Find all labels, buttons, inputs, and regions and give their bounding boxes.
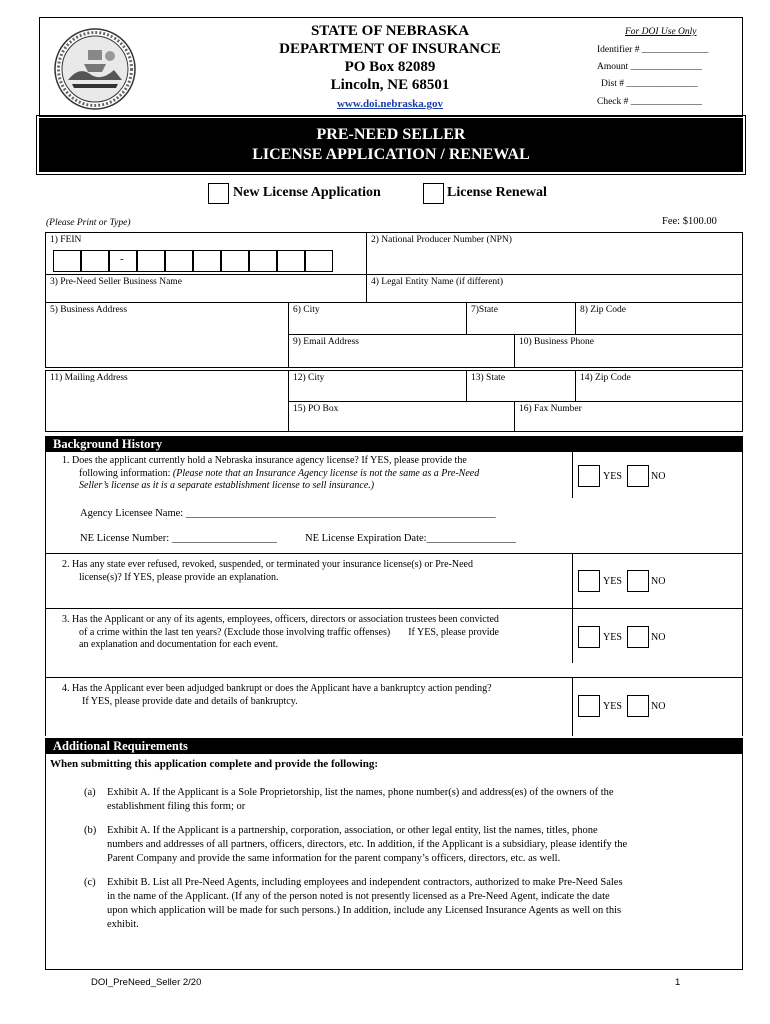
state-title: STATE OF NEBRASKA bbox=[310, 23, 470, 39]
renewal-checkbox[interactable] bbox=[423, 183, 444, 204]
mailing-address-field[interactable] bbox=[45, 370, 289, 432]
business-name-field[interactable] bbox=[45, 274, 367, 303]
question-1 bbox=[62, 455, 479, 493]
divider bbox=[572, 677, 573, 736]
req-c-line: Exhibit B. List all Pre-Need Agents, including employees and independent contractors, authorized to make Pre-Need Sales bbox=[107, 877, 623, 888]
q4-no-checkbox[interactable] bbox=[627, 695, 649, 717]
no-label: NO bbox=[651, 701, 666, 712]
banner-line2: LICENSE APPLICATION / RENEWAL bbox=[252, 146, 530, 163]
fein-dash: - bbox=[120, 253, 124, 265]
q2-line2: license(s)? If YES, please provide an explanation. bbox=[79, 571, 279, 583]
new-license-label: New License Application bbox=[233, 185, 381, 200]
page-number: 1 bbox=[675, 977, 681, 988]
city-label: 6) City bbox=[293, 305, 320, 315]
fein-label: 1) FEIN bbox=[50, 235, 82, 245]
additional-requirements-title: Additional Requirements bbox=[45, 738, 743, 754]
req-b-line: Exhibit A. If the Applicant is a partnership, corporation, association, or other legal entity, list the names, titles, phone bbox=[107, 825, 598, 836]
fein-digit-box[interactable] bbox=[221, 250, 249, 272]
city2-field[interactable] bbox=[288, 370, 467, 402]
email-field[interactable] bbox=[288, 334, 515, 368]
q2-yes-checkbox[interactable] bbox=[578, 570, 600, 592]
requirement-a-label: (a) bbox=[84, 787, 96, 798]
req-c-line: upon which application will be made for such persons.) In addition, include any Licensed Insurance Agents as well on this bbox=[107, 905, 622, 916]
zip2-field[interactable] bbox=[575, 370, 743, 402]
q4-line1: 4. Has the Applicant ever been adjudged bankrupt or does the Applicant have a bankruptcy action pending? bbox=[62, 683, 492, 694]
npn-label: 2) National Producer Number (NPN) bbox=[371, 235, 512, 245]
doi-use-title: For DOI Use Only bbox=[625, 27, 697, 37]
yes-label: YES bbox=[603, 701, 622, 712]
requirement-a bbox=[107, 786, 614, 814]
requirement-c bbox=[107, 876, 623, 932]
q1-no-checkbox[interactable] bbox=[627, 465, 649, 487]
po-box-label: 15) PO Box bbox=[293, 404, 339, 414]
divider bbox=[572, 608, 573, 663]
fax-field[interactable] bbox=[514, 401, 743, 432]
req-a-line: establishment filing this form; or bbox=[107, 801, 246, 812]
po-box: PO Box 82089 bbox=[344, 59, 436, 75]
department-title: DEPARTMENT OF INSURANCE bbox=[279, 41, 501, 57]
fein-digit-box[interactable] bbox=[305, 250, 333, 272]
website-link[interactable]: www.doi.nebraska.gov bbox=[336, 98, 444, 110]
q3-line1: 3. Has the Applicant or any of its agents, employees, officers, directors or association trustees been convicted bbox=[62, 614, 499, 625]
q3-yes-checkbox[interactable] bbox=[578, 626, 600, 648]
zip2-label: 14) Zip Code bbox=[580, 373, 631, 383]
agency-licensee-name[interactable]: Agency Licensee Name: ___________________________________________________________ bbox=[80, 508, 496, 519]
dist-field: Dist # _______________ bbox=[601, 79, 698, 89]
divider bbox=[45, 677, 743, 678]
q1-yes-checkbox[interactable] bbox=[578, 465, 600, 487]
q3-line2b: If YES, please provide bbox=[408, 626, 499, 638]
city2-label: 12) City bbox=[293, 373, 325, 383]
q3-no-checkbox[interactable] bbox=[627, 626, 649, 648]
fax-label: 16) Fax Number bbox=[519, 404, 582, 414]
requirement-c-label: (c) bbox=[84, 877, 96, 888]
check-field: Check # _______________ bbox=[597, 97, 703, 107]
background-history-title: Background History bbox=[45, 436, 743, 452]
req-b-line: Parent Company and provide the same information for the parent company’s officers, directors, etc. as well. bbox=[107, 853, 561, 864]
legal-entity-label: 4) Legal Entity Name (if different) bbox=[371, 277, 503, 287]
q2-line1: 2. Has any state ever refused, revoked, suspended, or terminated your insurance license(s) or Pre-Need bbox=[62, 559, 473, 570]
amount-field: Amount _______________ bbox=[597, 62, 702, 72]
requirement-b-label: (b) bbox=[84, 825, 97, 836]
fein-digit-box[interactable] bbox=[109, 250, 137, 272]
mailing-address-label: 11) Mailing Address bbox=[50, 373, 128, 383]
q2-no-checkbox[interactable] bbox=[627, 570, 649, 592]
q3-line2a: of a crime within the last ten years? (Exclude those involving traffic offenses) bbox=[79, 626, 391, 638]
req-c-line: in the name of the Applicant. (If any of the person noted is not presently licensed as a Pre-Need Agent, indicate the date bbox=[107, 891, 610, 902]
q3-yes-no bbox=[578, 626, 666, 658]
fein-digit-box[interactable] bbox=[249, 250, 277, 272]
question-2 bbox=[62, 559, 473, 584]
zip-label: 8) Zip Code bbox=[580, 305, 626, 315]
banner-line1: PRE-NEED SELLER bbox=[316, 126, 466, 143]
print-note: (Please Print or Type) bbox=[46, 218, 131, 228]
business-phone-label: 10) Business Phone bbox=[519, 337, 594, 347]
q4-line2: If YES, please provide date and details of bankruptcy. bbox=[82, 695, 298, 707]
requirement-b bbox=[107, 824, 627, 866]
fein-digit-box[interactable] bbox=[81, 250, 109, 272]
business-address-field[interactable] bbox=[45, 302, 289, 368]
q4-yes-checkbox[interactable] bbox=[578, 695, 600, 717]
yes-label: YES bbox=[603, 471, 622, 482]
q4-yes-no bbox=[578, 695, 666, 727]
state2-label: 13) State bbox=[471, 373, 506, 383]
yes-label: YES bbox=[603, 576, 622, 587]
divider bbox=[572, 452, 573, 498]
title-banner bbox=[39, 118, 743, 172]
fee-label: Fee: $100.00 bbox=[662, 216, 717, 227]
divider bbox=[572, 553, 573, 608]
q1-line1: 1. Does the applicant currently hold a Nebraska insurance agency license? If YES, please provide the bbox=[62, 455, 467, 466]
divider bbox=[45, 553, 743, 554]
fein-digit-box[interactable] bbox=[53, 250, 81, 272]
req-c-line: exhibit. bbox=[107, 919, 139, 930]
state2-field[interactable] bbox=[466, 370, 576, 402]
ne-license-expiration[interactable]: NE License Expiration Date:_________________ bbox=[305, 533, 516, 544]
business-name-label: 3) Pre-Need Seller Business Name bbox=[50, 277, 182, 287]
yes-label: YES bbox=[603, 632, 622, 643]
no-label: NO bbox=[651, 471, 666, 482]
q1-note-cont: Seller’s license as it is a separate establishment license to sell insurance.) bbox=[79, 480, 375, 491]
form-id: DOI_PreNeed_Seller 2/20 bbox=[91, 977, 202, 988]
additional-intro: When submitting this application complete and provide the following: bbox=[50, 758, 378, 770]
legal-entity-field[interactable] bbox=[366, 274, 743, 303]
ne-license-number[interactable]: NE License Number: ____________________ bbox=[80, 533, 277, 544]
req-b-line: numbers and addresses of all partners, officers, directors, etc. In addition, if the Applicant is a subsidiary, please identify the bbox=[107, 839, 628, 850]
new-license-checkbox[interactable] bbox=[208, 183, 229, 204]
city-field[interactable] bbox=[288, 302, 467, 335]
fein-digit-box[interactable] bbox=[277, 250, 305, 272]
q1-yes-no bbox=[578, 465, 666, 497]
q2-yes-no bbox=[578, 570, 666, 602]
fein-digit-box[interactable] bbox=[165, 250, 193, 272]
city-line: Lincoln, NE 68501 bbox=[330, 77, 450, 93]
q1-note: (Please note that an Insurance Agency license is not the same as a Pre-Need bbox=[172, 467, 480, 479]
question-3 bbox=[62, 614, 499, 652]
req-a-line: Exhibit A. If the Applicant is a Sole Proprietorship, list the names, phone number(s) and address(es) of the owners of the bbox=[107, 787, 614, 798]
state-field[interactable] bbox=[466, 302, 576, 335]
no-label: NO bbox=[651, 576, 666, 587]
zip-field[interactable] bbox=[575, 302, 743, 335]
email-label: 9) Email Address bbox=[293, 337, 359, 347]
question-4 bbox=[62, 683, 492, 708]
business-address-label: 5) Business Address bbox=[50, 305, 128, 315]
divider bbox=[45, 608, 743, 609]
q1-line2: following information: bbox=[79, 467, 173, 479]
identifier-field: Identifier # ______________ bbox=[597, 45, 709, 55]
fein-digit-box[interactable] bbox=[193, 250, 221, 272]
renewal-label: License Renewal bbox=[447, 185, 547, 200]
no-label: NO bbox=[651, 632, 666, 643]
nebraska-seal-icon bbox=[54, 28, 136, 110]
fein-digit-box[interactable] bbox=[137, 250, 165, 272]
business-phone-field[interactable] bbox=[514, 334, 743, 368]
npn-field[interactable] bbox=[366, 232, 743, 275]
po-box-field[interactable] bbox=[288, 401, 515, 432]
q3-line3: an explanation and documentation for each event. bbox=[79, 639, 279, 650]
state-label: 7)State bbox=[471, 305, 498, 315]
